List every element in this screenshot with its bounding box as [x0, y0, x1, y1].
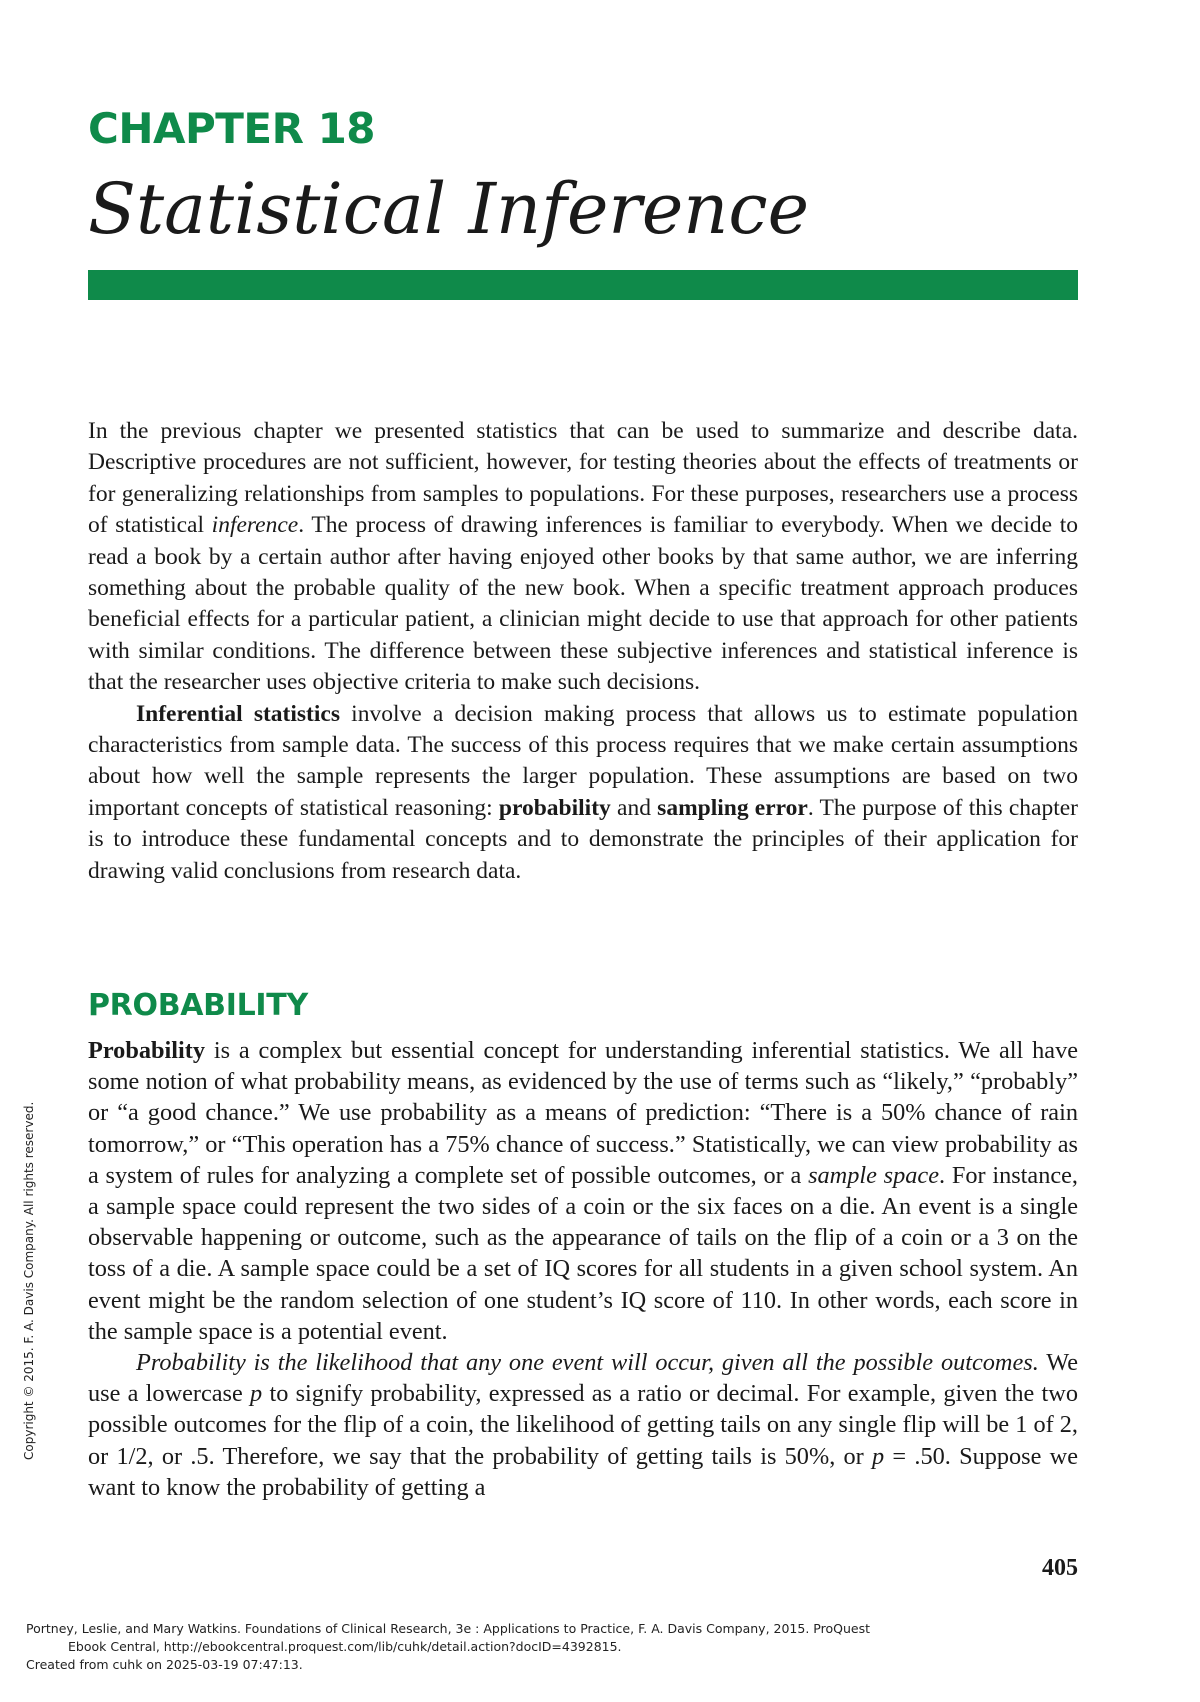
intro-section: [88, 416, 1078, 887]
probability-term: probability: [498, 794, 611, 821]
intro-paragraph-1: [88, 416, 1078, 699]
text-run: and: [610, 794, 658, 821]
text-run: . For instance, a sample space could represent the two sides of a coin or the six faces on a die. An event is a single observable happening or outcome, such as the appearance of tails on the flip of a coin or a 3 on the toss of a die. A sample space could be a set of IQ scores for all students in a given school system. An event might be the random selection of one student’s IQ score of 110. In other words, each score in the sample space is a potential event.: [88, 1161, 1079, 1345]
text-run: = .50. Suppose we want to know the probability of getting a: [88, 1442, 1078, 1501]
title-rule: [88, 270, 1078, 300]
text-run: to signify probability, expressed as a ratio or decimal. For example, given the two possible outcomes for the flip of a coin, the likelihood of getting tails on any single flip will be 1 of 2, or 1/2, or .5. Therefore, we say that the probability of getting tails is 50%, or: [88, 1380, 1078, 1470]
created-line: Created from cuhk on 2025-03-19 07:47:13.: [26, 1657, 303, 1672]
side-copyright-notice: Copyright © 2015. F. A. Davis Company. All rights reserved.: [22, 1101, 36, 1460]
variable-p: p: [872, 1442, 885, 1470]
intro-paragraph-2: [88, 699, 1078, 887]
text-run: involve a decision making process that allows us to estimate population characteristics from sample data. The success of this process requires that we make certain assumptions about how well the sample represents the larger population. These assumptions are based on two important concepts of statistical reasoning:: [88, 700, 1078, 821]
sample-space-term: sample space: [808, 1161, 939, 1189]
inferential-statistics-term: Inferential statistics: [136, 700, 340, 727]
inference-term: inference: [211, 512, 299, 539]
probability-section: [88, 1035, 1078, 1503]
citation-link-line[interactable]: Ebook Central, http://ebookcentral.proquest.com/lib/cuhk/detail.action?docID=4392815.: [68, 1639, 622, 1654]
citation-footer: [26, 1620, 1176, 1674]
text-run: We use a lowercase: [88, 1349, 1078, 1408]
chapter-title: Statistical Inference: [88, 168, 810, 250]
probability-paragraph-2: [88, 1347, 1078, 1503]
variable-p: p: [250, 1380, 263, 1408]
text-run: . The purpose of this chapter is to introduce these fundamental concepts and to demonstrate the principles of their application for drawing valid conclusions from research data.: [88, 794, 1079, 884]
sampling-error-term: sampling error: [657, 794, 808, 821]
citation-line: Portney, Leslie, and Mary Watkins. Foundations of Clinical Research, 3e : Applications to Practice, F. A. Davis Company, 2015. ProQuest: [26, 1621, 870, 1636]
page-number: 405: [1042, 1555, 1078, 1581]
text-run: . The process of drawing inferences is familiar to everybody. When we decide to read a book by a certain author after having enjoyed other books by that same author, we are inferring something about the probable quality of the new book. When a specific treatment approach produces beneficial effects for a particular patient, a clinician might decide to use that approach for other patients with similar conditions. The difference between these subjective inferences and statistical inference is that the researcher uses objective criteria to make such decisions.: [88, 512, 1078, 696]
text-run: In the previous chapter we presented statistics that can be used to summarize and describe data. Descriptive procedures are not sufficient, however, for testing theories about the effects of treatments or for generalizing relationships from samples to populations. For these purposes, researchers use a process of statistical: [88, 418, 1078, 539]
section-heading-probability: PROBABILITY: [88, 988, 308, 1023]
probability-term-bold: Probability: [88, 1037, 205, 1064]
chapter-label: CHAPTER 18: [88, 104, 376, 153]
text-run: is a complex but essential concept for understanding inferential statistics. We all have some notion of what probability means, as evidenced by the use of terms such as “likely,” “probably” or “a good chance.” We use probability as a means of prediction: “There is a 50% chance of rain tomorrow,” or “This operation has a 75% chance of success.” Statistically, we can view probability as a system of rules for analyzing a complete set of possible outcomes, or a: [88, 1037, 1078, 1189]
probability-paragraph-1: [88, 1035, 1078, 1347]
probability-definition: Probability is the likelihood that any one event will occur, given all the possible outcomes.: [136, 1349, 1039, 1377]
